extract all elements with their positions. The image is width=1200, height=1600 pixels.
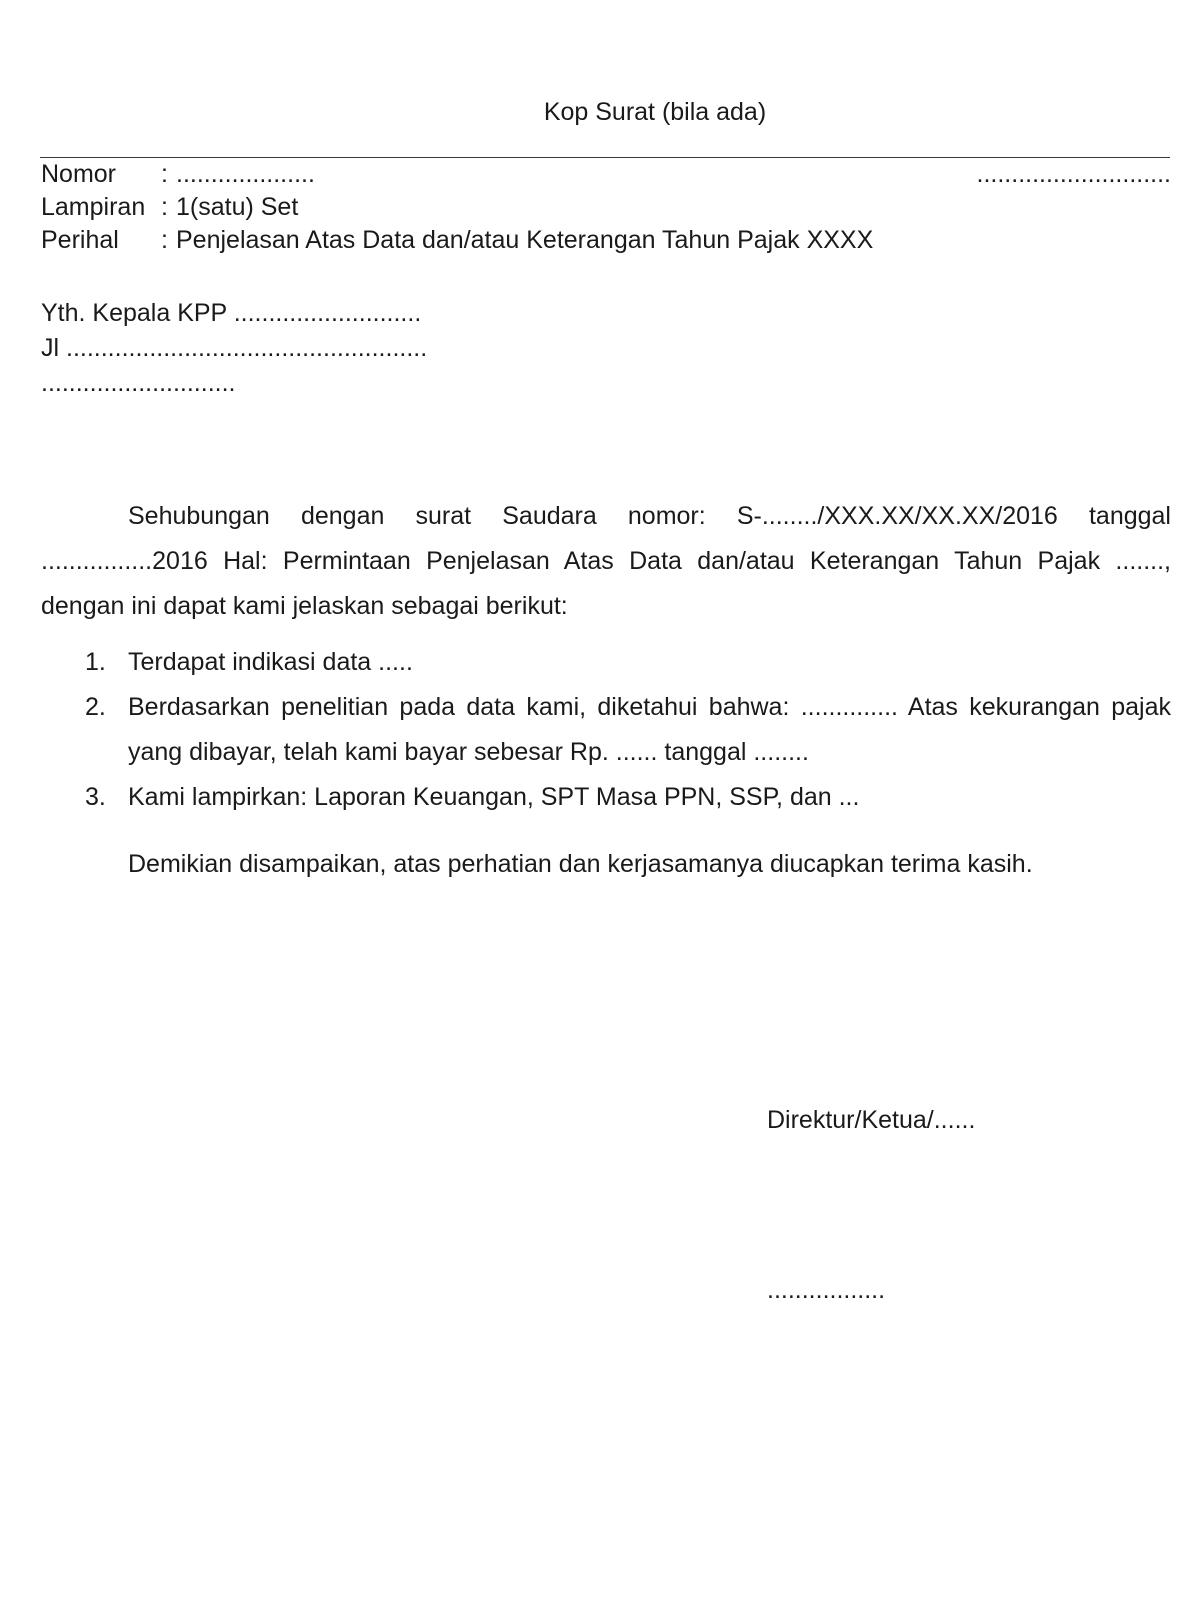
- addressee-block: [41, 296, 427, 401]
- list-item: [41, 685, 1171, 775]
- lampiran-label: Lampiran: [41, 193, 146, 221]
- perihal-colon: :: [161, 226, 168, 254]
- nomor-row: [41, 158, 1171, 191]
- list-item-number: 2.: [85, 693, 106, 721]
- lampiran-value: 1(satu) Set: [176, 193, 299, 221]
- addressee-line-3: ............................: [41, 369, 236, 397]
- perihal-value: Penjelasan Atas Data dan/atau Keterangan Tahun Pajak XXXX: [176, 226, 874, 254]
- addressee-line-1: Yth. Kepala KPP ...........................: [41, 299, 422, 327]
- lampiran-colon: :: [161, 193, 168, 221]
- list-item-number: 3.: [85, 783, 106, 811]
- opening-paragraph: Sehubungan dengan surat Saudara nomor: S-......../XXX.XX/XX.XX/2016 tanggal ................2016 Hal: Permintaan Penjelasan Atas Data dan/atau Keterangan Tahun Pajak ......., dengan ini dapat kami jelaskan sebagai berikut:: [41, 502, 1171, 620]
- explanation-list: [41, 640, 1171, 820]
- list-item-number: 1.: [85, 648, 106, 676]
- signatory-name: .................: [767, 1276, 886, 1304]
- addressee-line-2: Jl ....................................................: [41, 334, 428, 362]
- letter-meta: [41, 158, 1171, 257]
- list-item-text: Berdasarkan penelitian pada data kami, diketahui bahwa: .............. Atas kekurangan pajak yang dibayar, telah kami bayar sebesar Rp. ...... tanggal ........: [128, 693, 1171, 766]
- list-item: [41, 640, 1171, 685]
- nomor-value: ....................: [176, 160, 315, 188]
- list-item: [41, 775, 1171, 820]
- list-item-text: Terdapat indikasi data .....: [128, 648, 413, 676]
- nomor-label: Nomor: [41, 160, 117, 188]
- perihal-label: Perihal: [41, 226, 119, 254]
- list-item-text: Kami lampirkan: Laporan Keuangan, SPT Masa PPN, SSP, dan ...: [128, 783, 860, 811]
- signatory-title: Direktur/Ketua/......: [767, 1106, 976, 1134]
- perihal-row: [41, 224, 1171, 257]
- letterhead: Kop Surat (bila ada): [543, 98, 767, 126]
- lampiran-row: [41, 191, 1171, 224]
- date-placeholder: ............................: [976, 160, 1171, 188]
- closing-sentence: Demikian disampaikan, atas perhatian dan kerjasamanya diucapkan terima kasih.: [128, 850, 1033, 878]
- nomor-colon: :: [161, 160, 168, 188]
